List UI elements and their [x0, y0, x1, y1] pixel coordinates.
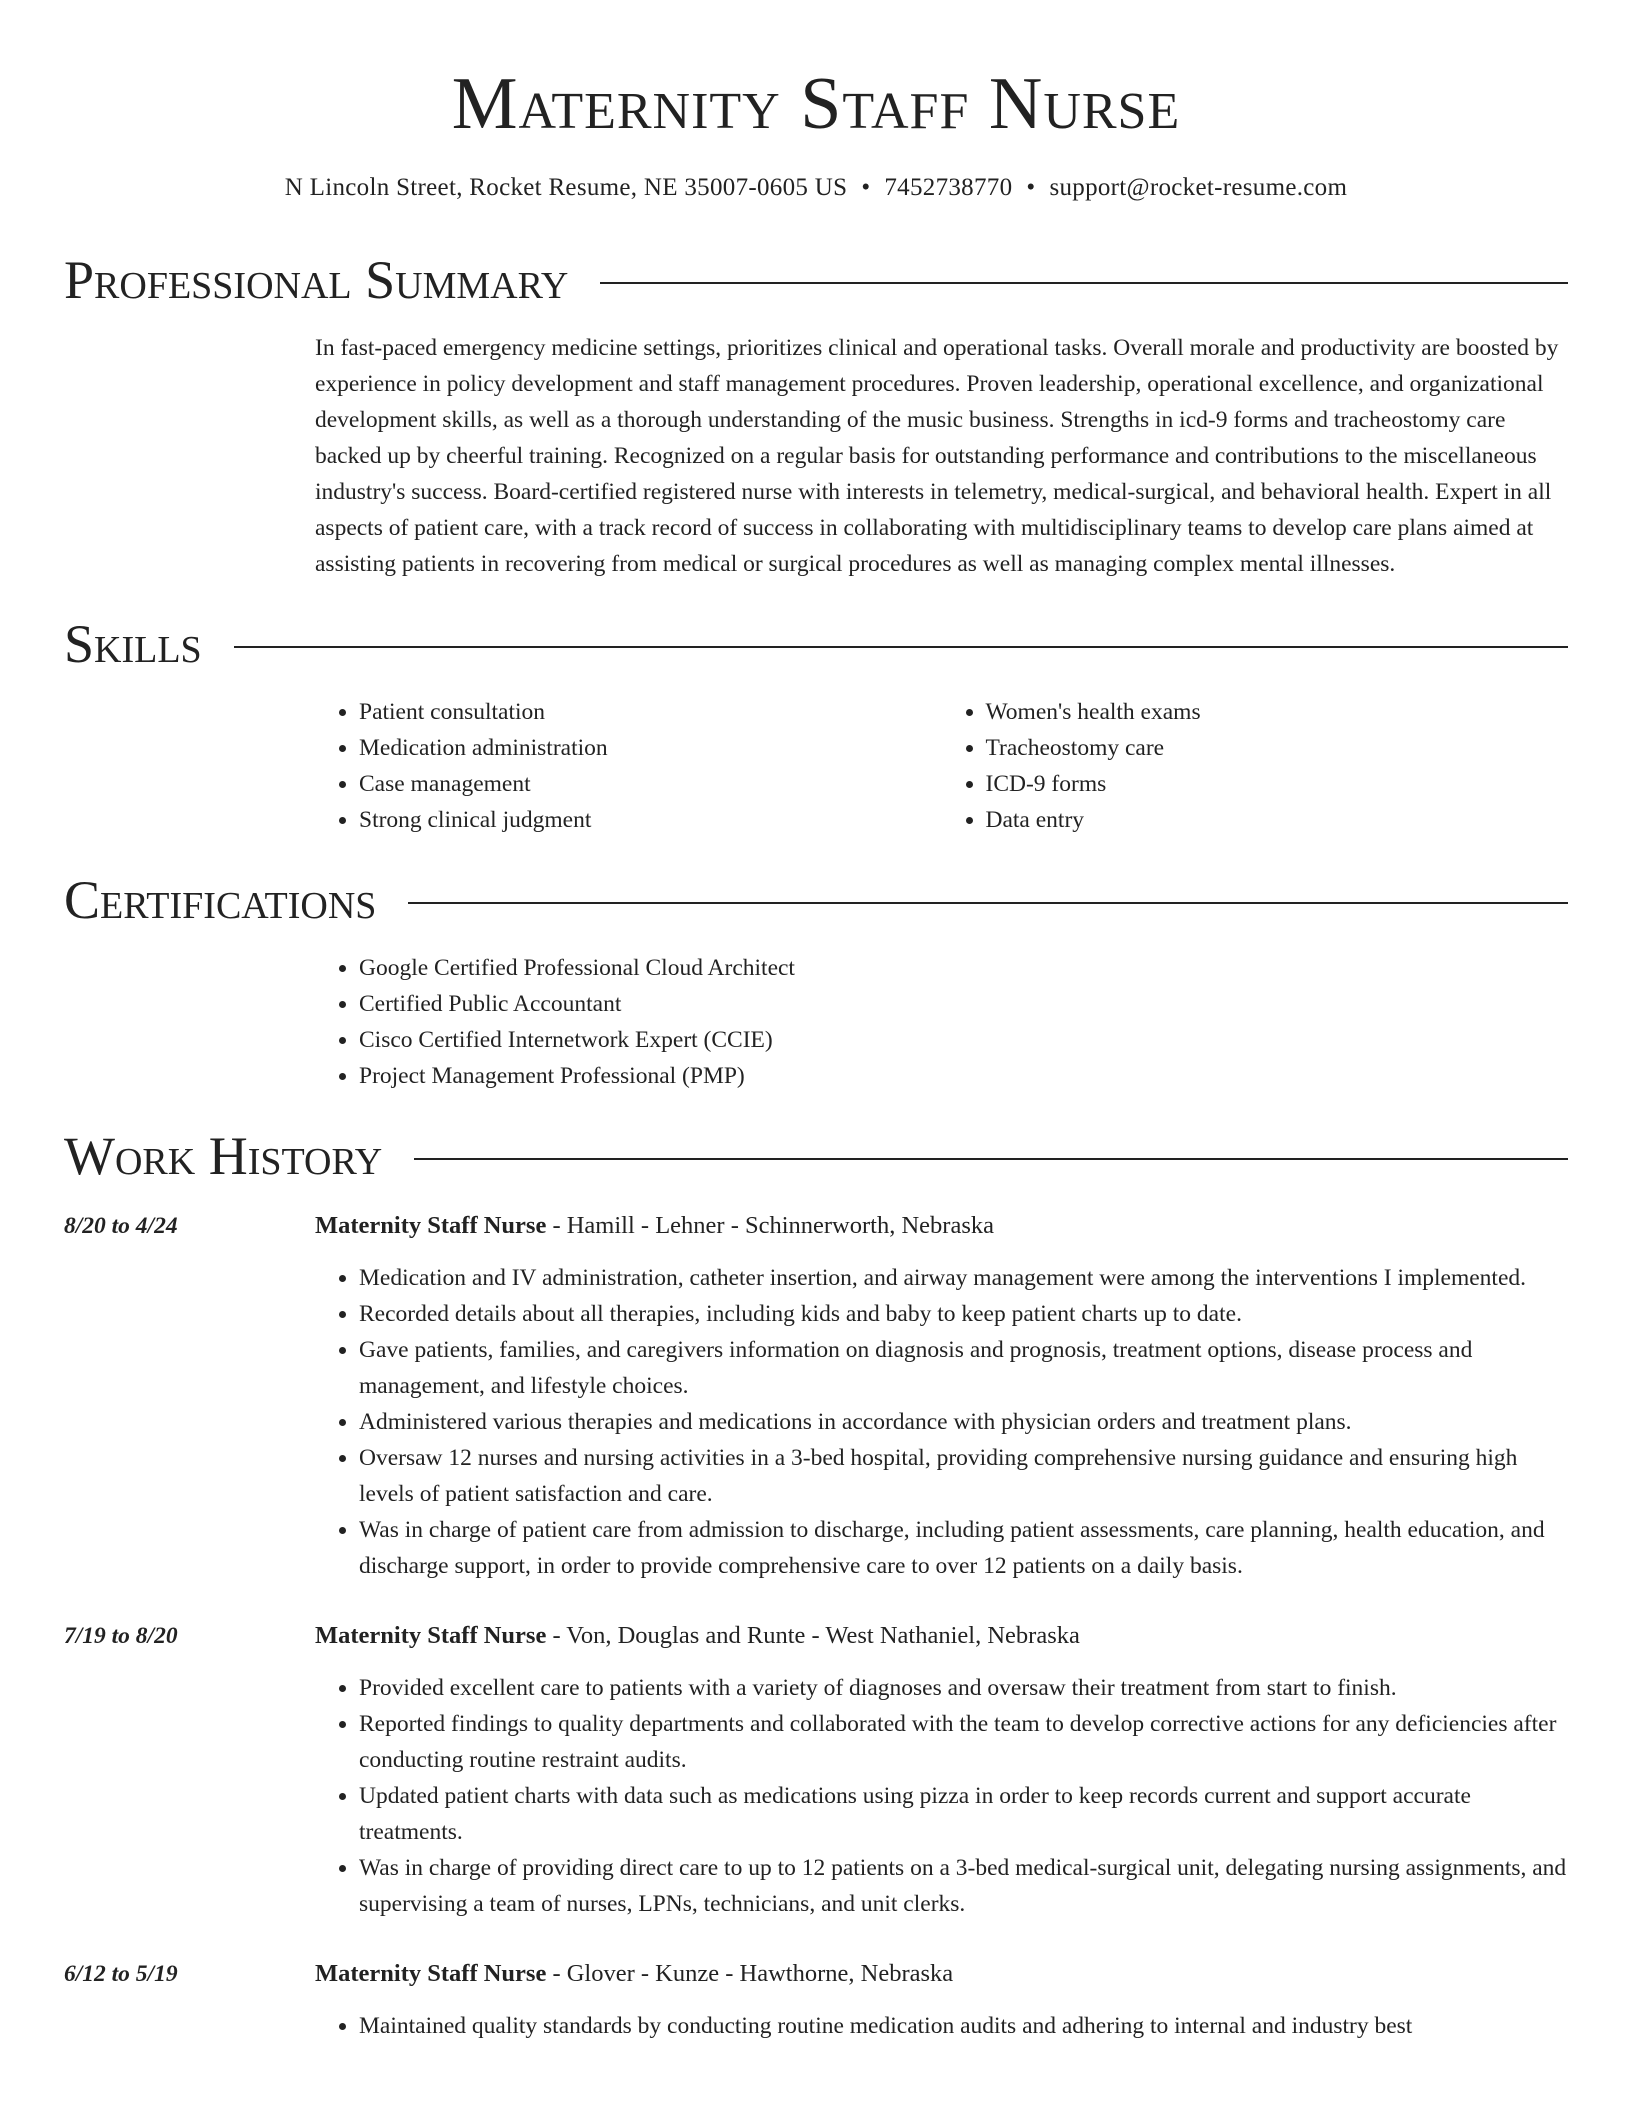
job-bullet: • Was in charge of patient care from admission to discharge, including patient assessments, care planning, health education, and discharge support, in order to provide comprehensive care to over 12 patients on a daily basis. — [359, 1512, 1568, 1584]
job-role: Maternity Staff Nurse — [315, 1960, 547, 1987]
skill-item: • Medication administration — [359, 730, 942, 766]
summary-section-header — [64, 248, 1568, 312]
job-body — [315, 1956, 1568, 2044]
work-section-header — [64, 1124, 1568, 1188]
skill-item: • ICD-9 forms — [986, 766, 1569, 802]
skill-item: • Patient consultation — [359, 694, 942, 730]
summary-text: In fast-paced emergency medicine settings, prioritizes clinical and operational tasks. Overall morale and productivity are boosted by experience in policy development and staff management procedures. Proven leadership, operational excellence, and organizational development skills, as well as a thorough understanding of the music business. Strengths in icd-9 forms and tracheostomy care backed up by cheerful training. Recognized on a regular basis for outstanding performance and contributions to the miscellaneous industry's success. Board-certified registered nurse with interests in telemetry, medical-surgical, and behavioral health. Expert in all aspects of patient care, with a track record of success in collaborating with multidisciplinary teams to develop care plans aimed at assisting patients in recovering from medical or surgical procedures as well as managing complex mental illnesses. — [315, 335, 1559, 577]
job-bullets — [315, 1670, 1568, 1922]
job-dates: 6/12 to 5/19 — [64, 1961, 178, 1987]
skills-column-left — [315, 694, 942, 838]
section-divider — [600, 282, 1568, 284]
skills-section-header — [64, 612, 1568, 676]
job-bullet: • Oversaw 12 nurses and nursing activities in a 3-bed hospital, providing comprehensive nursing guidance and ensuring high levels of patient satisfaction and care. — [359, 1440, 1568, 1512]
section-divider — [234, 646, 1568, 648]
certifications-section-header — [64, 868, 1568, 932]
job-role: Maternity Staff Nurse — [315, 1212, 547, 1239]
job-bullets — [315, 1260, 1568, 1584]
job-role: Maternity Staff Nurse — [315, 1622, 547, 1649]
summary-heading: Professional Summary — [64, 250, 569, 310]
skills-heading: Skills — [64, 614, 202, 674]
job-bullet: • Updated patient charts with data such as medications using pizza in order to keep records current and support accurate treatments. — [359, 1778, 1568, 1850]
job-employer: - Von, Douglas and Runte - West Nathaniel, Nebraska — [546, 1622, 1080, 1649]
job-bullet: • Was in charge of providing direct care to up to 12 patients on a 3-bed medical-surgical unit, delegating nursing assignments, and supervising a team of nurses, LPNs, technicians, and unit clerks. — [359, 1850, 1568, 1922]
contact-phone: 7452738770 — [884, 174, 1013, 201]
job-bullet: • Administered various therapies and medications in accordance with physician orders and treatment plans. — [359, 1404, 1568, 1440]
skill-item: • Women's health exams — [986, 694, 1569, 730]
contact-line — [64, 172, 1568, 204]
skills-grid — [315, 694, 1568, 838]
work-heading: Work History — [64, 1126, 383, 1186]
skill-item: • Case management — [359, 766, 942, 802]
job-bullet: • Gave patients, families, and caregivers information on diagnosis and prognosis, treatment options, disease process and management, and lifestyle choices. — [359, 1332, 1568, 1404]
certifications-list — [315, 950, 1568, 1094]
certification-item: • Certified Public Accountant — [359, 986, 1568, 1022]
resume-name: Maternity Staff Nurse — [451, 63, 1181, 145]
contact-separator: • — [861, 174, 871, 201]
contact-email: support@rocket-resume.com — [1049, 174, 1348, 201]
job-bullets — [315, 2008, 1568, 2044]
job-dates: 7/19 to 8/20 — [64, 1623, 178, 1649]
job-title-line — [315, 1618, 1568, 1654]
skill-item: • Data entry — [986, 802, 1569, 838]
skill-item: • Strong clinical judgment — [359, 802, 942, 838]
job-body — [315, 1618, 1568, 1922]
certifications-heading: Certifications — [64, 870, 377, 930]
job-entry — [64, 1208, 1568, 1584]
job-entry — [64, 1956, 1568, 2044]
contact-separator: • — [1026, 174, 1036, 201]
job-bullet: • Provided excellent care to patients with a variety of diagnoses and oversaw their treatment from start to finish. — [359, 1670, 1568, 1706]
job-entry — [64, 1618, 1568, 1922]
job-title-line — [315, 1956, 1568, 1992]
certification-item: • Cisco Certified Internetwork Expert (CCIE) — [359, 1022, 1568, 1058]
job-body — [315, 1208, 1568, 1584]
job-employer: - Glover - Kunze - Hawthorne, Nebraska — [546, 1960, 954, 1987]
job-bullet: • Maintained quality standards by conducting routine medication audits and adhering to internal and industry best — [359, 2008, 1568, 2044]
job-bullet: • Recorded details about all therapies, including kids and baby to keep patient charts up to date. — [359, 1296, 1568, 1332]
job-title-line — [315, 1208, 1568, 1244]
job-bullet: • Medication and IV administration, catheter insertion, and airway management were among the interventions I implemented. — [359, 1260, 1568, 1296]
certification-item: • Google Certified Professional Cloud Architect — [359, 950, 1568, 986]
certification-item: • Project Management Professional (PMP) — [359, 1058, 1568, 1094]
skill-item: • Tracheostomy care — [986, 730, 1569, 766]
skills-column-right — [942, 694, 1569, 838]
contact-address: N Lincoln Street, Rocket Resume, NE 35007-0605 US — [284, 174, 848, 201]
section-divider — [408, 902, 1568, 904]
job-employer: - Hamill - Lehner - Schinnerworth, Nebraska — [546, 1212, 994, 1239]
job-dates: 8/20 to 4/24 — [64, 1213, 178, 1239]
job-bullet: • Reported findings to quality departments and collaborated with the team to develop corrective actions for any deficiencies after conducting routine restraint audits. — [359, 1706, 1568, 1778]
section-divider — [414, 1158, 1568, 1160]
